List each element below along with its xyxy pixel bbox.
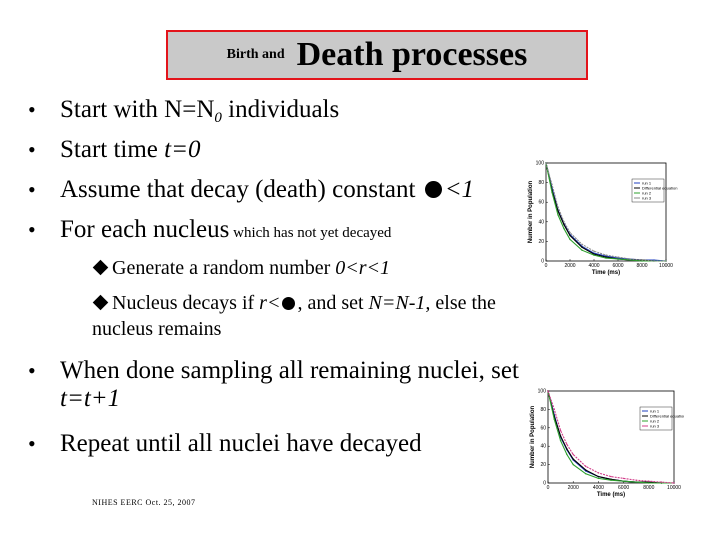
- bullet-marker: •: [28, 177, 36, 202]
- y-tick-label: 80: [538, 180, 544, 187]
- legend-label: run 1: [642, 180, 652, 186]
- data-point: [598, 478, 599, 479]
- bullet-start-time: [28, 136, 200, 164]
- series-line: [546, 163, 666, 261]
- plot-area: [548, 391, 674, 483]
- data-point: [573, 454, 574, 455]
- bullet-marker: •: [28, 97, 36, 122]
- legend-label: Differential equation: [650, 413, 684, 419]
- data-point: [665, 260, 666, 261]
- data-point: [605, 257, 606, 258]
- data-point: [598, 472, 599, 473]
- data-point: [551, 184, 552, 185]
- bullet-marker: •: [28, 137, 36, 162]
- x-tick-label: 10000: [659, 263, 673, 269]
- x-tick-label: 6000: [618, 485, 630, 491]
- subscript-zero: 0: [214, 110, 222, 126]
- data-point: [569, 239, 570, 240]
- data-point: [557, 214, 558, 215]
- bullet-marker: •: [28, 217, 36, 242]
- data-point: [560, 430, 561, 431]
- footer-text: NIHES EERC Oct. 25, 2007: [92, 498, 196, 507]
- legend-label: run 3: [650, 423, 660, 429]
- data-point: [566, 454, 567, 455]
- x-tick-label: 10000: [667, 485, 681, 491]
- x-tick-label: 4000: [588, 263, 600, 269]
- x-axis-label: Time (ms): [591, 270, 621, 276]
- decay-chart-svg: [516, 155, 678, 283]
- y-axis-label: Number in Population: [528, 180, 534, 244]
- bullet-text: When done sampling all remaining nuclei, set: [60, 357, 519, 384]
- data-point: [557, 206, 558, 207]
- legend-label: run 2: [650, 418, 660, 424]
- data-point: [623, 480, 624, 481]
- legend-label: run 2: [642, 190, 652, 196]
- data-point: [585, 469, 586, 470]
- data-point: [641, 259, 642, 260]
- bullet-decay-constant: [28, 176, 474, 204]
- series-line: [546, 163, 666, 261]
- diamond-bullet-icon: [93, 295, 109, 311]
- bullet-text: Start time t=0: [60, 136, 201, 163]
- lambda-symbol-icon: [282, 297, 295, 310]
- y-tick-label: 20: [540, 462, 546, 469]
- decay-chart-1: [516, 155, 678, 283]
- data-point: [573, 464, 574, 465]
- data-point: [593, 254, 594, 255]
- y-tick-label: 0: [543, 480, 546, 487]
- data-point: [569, 235, 570, 236]
- data-point: [636, 481, 637, 482]
- data-point: [629, 258, 630, 259]
- data-point: [554, 419, 555, 420]
- plot-area: [546, 163, 666, 261]
- data-point: [648, 482, 649, 483]
- title-small-text: Birth and: [226, 47, 285, 62]
- bullet-text: Assume that decay (death) constant <1: [60, 176, 475, 203]
- data-point: [605, 254, 606, 255]
- x-axis-label: Time (ms): [596, 492, 626, 498]
- bullet-marker: •: [28, 358, 36, 383]
- data-point: [566, 444, 567, 445]
- series-line: [546, 163, 666, 261]
- x-tick-label: 2000: [567, 485, 579, 491]
- bullet-when-done: [28, 357, 519, 413]
- data-point: [610, 476, 611, 477]
- data-point: [547, 390, 548, 391]
- data-point: [653, 260, 654, 261]
- data-point: [563, 221, 564, 222]
- sub-bullet-random-number: Generate a random number 0<r<1: [92, 255, 390, 281]
- data-point: [598, 476, 599, 477]
- bullet-text: Start with $N=N_0$ individuals: [60, 96, 340, 126]
- sub-bullet-nucleus-decays: Nucleus decays if r< , and set N=N-1, else the nucleus remains: [92, 292, 496, 340]
- data-point: [563, 228, 564, 229]
- bullet-text: Repeat until all nuclei have decayed: [60, 430, 422, 457]
- data-point: [593, 251, 594, 252]
- series-line: [548, 391, 674, 483]
- sub-bullet-continuation: nucleus remains: [92, 318, 222, 340]
- y-tick-label: 40: [538, 219, 544, 226]
- series-line: [548, 391, 674, 483]
- y-tick-label: 40: [540, 443, 546, 450]
- bullet-text: For each nucleus which has not yet decayed: [60, 216, 392, 243]
- y-tick-label: 100: [537, 388, 546, 395]
- legend-label: run 1: [650, 408, 660, 414]
- series-line: [548, 391, 674, 483]
- data-point: [673, 482, 674, 483]
- data-point: [560, 435, 561, 436]
- x-tick-label: 0: [544, 263, 548, 269]
- x-tick-label: 8000: [643, 485, 655, 491]
- y-tick-label: 80: [540, 406, 546, 413]
- y-tick-label: 100: [535, 160, 544, 167]
- data-point: [648, 480, 649, 481]
- bullet-for-each-nucleus: [28, 216, 391, 244]
- x-tick-label: 0: [546, 485, 550, 491]
- y-axis-label: Number in Population: [530, 405, 536, 469]
- data-point: [610, 480, 611, 481]
- x-tick-label: 8000: [636, 263, 648, 269]
- decay-chart-2: [516, 385, 684, 505]
- data-point: [545, 162, 546, 163]
- y-tick-label: 60: [538, 199, 544, 206]
- data-point: [617, 256, 618, 257]
- bullet-marker: •: [28, 431, 36, 456]
- series-line: [546, 163, 666, 261]
- bullet-start-with-n: [28, 96, 339, 127]
- data-point: [617, 258, 618, 259]
- data-point: [581, 247, 582, 248]
- data-point: [554, 409, 555, 410]
- x-tick-label: 4000: [592, 485, 604, 491]
- data-point: [623, 478, 624, 479]
- data-point: [636, 480, 637, 481]
- title-main-text: Death processes: [296, 36, 528, 73]
- data-point: [551, 192, 552, 193]
- legend-label: run 3: [642, 195, 652, 201]
- bullet-text-continuation: t=t+1: [60, 385, 121, 412]
- diamond-bullet-icon: [93, 260, 109, 276]
- data-point: [661, 481, 662, 482]
- data-point: [566, 448, 567, 449]
- decay-chart-svg: [516, 385, 684, 505]
- bullet-repeat: [28, 430, 422, 458]
- data-point: [560, 440, 561, 441]
- y-tick-label: 20: [538, 238, 544, 245]
- data-point: [581, 244, 582, 245]
- x-tick-label: 2000: [564, 263, 576, 269]
- legend-label: Differential equation: [642, 185, 678, 191]
- slide-title: [166, 30, 588, 80]
- series-line: [548, 391, 674, 483]
- data-point: [585, 466, 586, 467]
- x-tick-label: 6000: [612, 263, 624, 269]
- data-point: [563, 224, 564, 225]
- data-point: [585, 473, 586, 474]
- data-point: [573, 458, 574, 459]
- data-point: [581, 250, 582, 251]
- lambda-symbol-icon: [425, 181, 442, 198]
- data-point: [569, 232, 570, 233]
- y-tick-label: 60: [540, 425, 546, 432]
- y-tick-label: 0: [541, 258, 544, 265]
